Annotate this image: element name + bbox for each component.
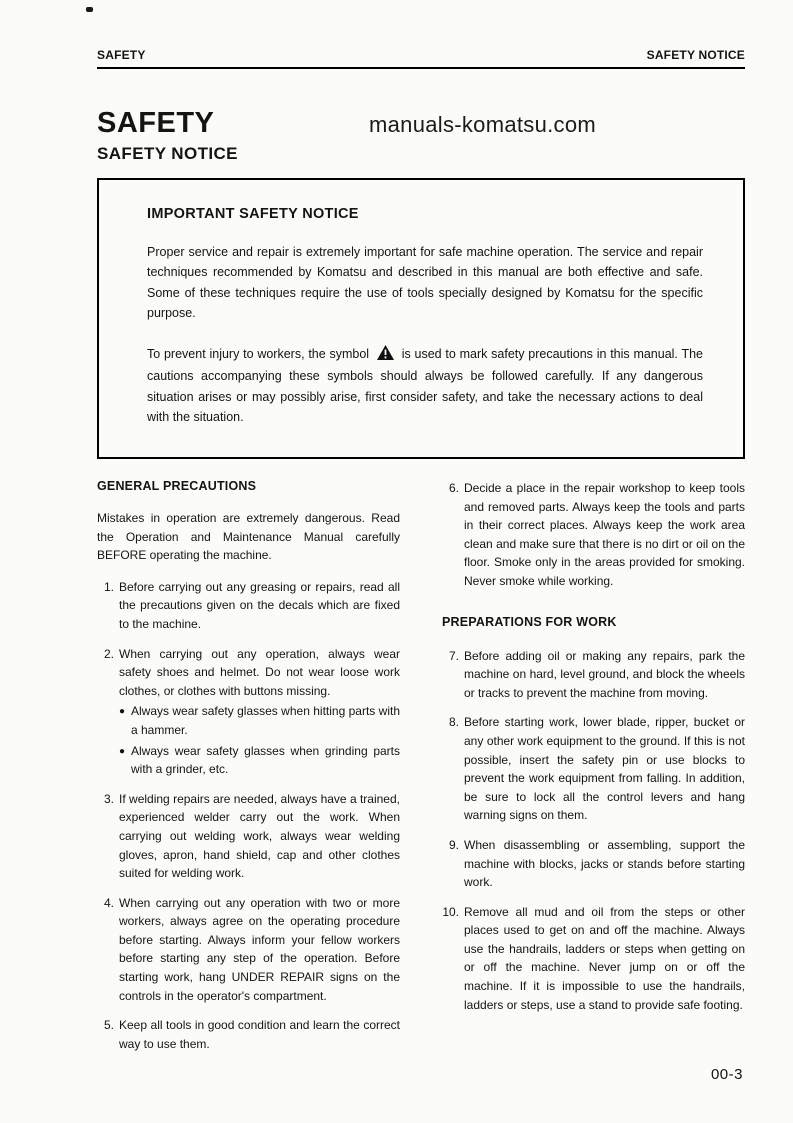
item-number: 3. — [103, 791, 114, 806]
section-heading-preparations-for-work: PREPARATIONS FOR WORK — [442, 614, 617, 629]
list-item-8 — [442, 713, 745, 825]
item-number: 5. — [103, 1018, 114, 1033]
item-number: 7. — [448, 648, 459, 663]
watermark-text: manuals-komatsu.com — [369, 112, 596, 137]
notice-paragraph-1: Proper service and repair is extremely important for safe machine operation. The service and repair techniques recommended by Komatsu and described in this manual are both effective and safe. Some of these techniques require the use of tools specially designed by Komatsu for the specific purpose. — [147, 245, 703, 320]
list-item-5 — [97, 1016, 400, 1053]
item-number: 2. — [103, 646, 114, 661]
item-text: Before adding oil or making any repairs, park the machine on hard, level ground, and block the wheels or tracks to prevent the machine from moving. — [464, 648, 745, 700]
notice-paragraph-2-after: is used to mark safety precautions in this manual. The cautions accompanying these symbols should always be followed carefully. If any dangerous situation arises or may possibly arise, first consider safety, and take the necessary actions to deal with the situation. — [147, 347, 704, 424]
section-heading-general-precautions: GENERAL PRECAUTIONS — [97, 479, 257, 493]
item-number: 4. — [103, 895, 114, 910]
page-subtitle: SAFETY NOTICE — [97, 144, 238, 163]
running-header — [97, 48, 745, 69]
item-text — [119, 645, 400, 779]
item-number: 9. — [448, 837, 459, 852]
list-item-3 — [97, 790, 400, 883]
page-number: 00-3 — [710, 1066, 743, 1083]
general-intro-paragraph: Mistakes in operation are extremely dangerous. Read the Operation and Maintenance Manual carefully BEFORE operating the machine. — [97, 511, 400, 563]
item-text: When disassembling or assembling, support the machine with blocks, jacks or stands before starting work. — [464, 837, 745, 890]
bullet-dot: ● — [119, 706, 126, 718]
left-column — [97, 479, 400, 1064]
item-text: Remove all mud and oil from the steps or other places used to get on and off the machine. Always use the handrails, ladders or steps when getting on or off the machine. Never jump on or off the machine. If it is impossible to use the handrails, ladders or steps, use a stand to provide safe footing. — [464, 904, 745, 1012]
item-number: 10. — [442, 904, 459, 919]
item-number: 8. — [448, 715, 459, 730]
running-header-right: SAFETY NOTICE — [646, 48, 745, 62]
bullet-item-2 — [119, 742, 400, 779]
list-item-9 — [442, 836, 745, 892]
list-item-6 — [442, 479, 745, 591]
item-2-text: When carrying out any operation, always wear safety shoes and helmet. Do not wear loose work clothes, or clothes with buttons missing. — [119, 646, 400, 698]
item-text: Before starting work, lower blade, ripper, bucket or any other work equipment to the ground. If this is not possible, insert the safety pin or use blocks to prevent the work equipment from falling. In addition, be sure to lock all the control levers and hang warning signs on them. — [464, 715, 745, 823]
notice-paragraph-2 — [147, 344, 703, 427]
item-text: When carrying out any operation with two or more workers, always agree on the operating procedure before starting. Always inform your fellow workers before starting any step of the operation. Before starting work, hang UNDER REPAIR signs on the controls in the operator's compartment. — [119, 895, 400, 1003]
body-columns — [97, 479, 745, 1064]
right-column — [442, 479, 745, 1064]
list-item-10 — [442, 903, 745, 1015]
warning-triangle-icon — [377, 345, 394, 366]
list-item-2 — [97, 645, 400, 779]
bullet-text: Always wear safety glasses when grinding parts with a grinder, etc. — [131, 743, 400, 777]
notice-paragraph-2-before: To prevent injury to workers, the symbol — [147, 347, 370, 361]
bullet-dot: ● — [119, 745, 126, 757]
title-block — [97, 109, 745, 164]
notice-heading: IMPORTANT SAFETY NOTICE — [147, 206, 359, 222]
item-text: Keep all tools in good condition and learn the correct way to use them. — [119, 1018, 400, 1051]
list-item-4 — [97, 894, 400, 1006]
bullet-text: Always wear safety glasses when hitting parts with a hammer. — [131, 704, 400, 737]
item-text: If welding repairs are needed, always have a trained, experienced welder carry out the work. When carrying out welding work, always wear welding gloves, apron, hand shield, cap and other clothes suited for welding work. — [119, 791, 400, 881]
page-title: SAFETY — [97, 107, 215, 139]
list-item-7 — [442, 647, 745, 703]
important-notice-box — [97, 178, 745, 459]
scan-artifact — [86, 7, 93, 12]
item-number: 1. — [103, 579, 114, 594]
item-text: Before carrying out any greasing or repairs, read all the precautions given on the decals which are fixed to the machine. — [119, 579, 400, 631]
item-text: Decide a place in the repair workshop to keep tools and removed parts. Always keep the tools and parts in their correct places. Always keep the work area clean and make sure that there is no dirt or oil on the floor. Smoke only in the areas provided for smoking. Never smoke while working. — [464, 481, 745, 588]
list-item-1 — [97, 578, 400, 634]
item-number: 6. — [448, 481, 459, 495]
bullet-item-1 — [119, 702, 400, 739]
running-header-left: SAFETY — [97, 48, 146, 62]
